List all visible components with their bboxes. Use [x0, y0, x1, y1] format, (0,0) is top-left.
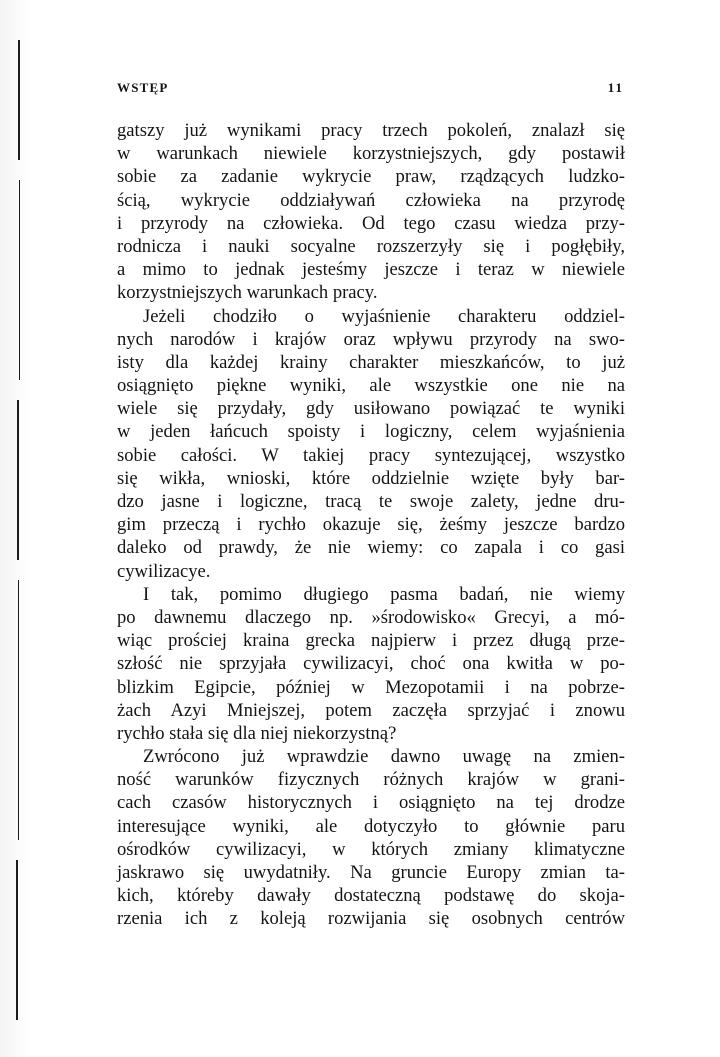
text-line: ność warunków fizycznych różnych krajów w grani-	[117, 769, 625, 791]
text-line: kich, któreby dawały dostateczną podstawę do skoja-	[117, 885, 625, 907]
text-line: dzo jasne i logiczne, tracą te swoje zalety, jedne dru-	[117, 491, 625, 512]
text-line: daleko od prawdy, że nie wiemy: co zapala i co gasi	[117, 537, 625, 559]
text-line: rzenia ich z koleją rozwijania się osobnych centrów	[117, 908, 625, 930]
book-binding-edge	[0, 0, 30, 1057]
text-line: osiągnięto piękne wyniki, ale wszystkie one nie na	[117, 375, 625, 397]
text-line: blizkim Egipcie, później w Mezopotamii i na pobrze-	[117, 676, 625, 698]
binding-shadow-line	[18, 40, 20, 160]
text-line: cach czasów historycznych i osiągnięto na tej drodze	[117, 792, 625, 814]
text-line: po dawnemu dlaczego np. »środowisko« Grecyi, a mó-	[117, 606, 625, 628]
text-line: w jeden łańcuch spoisty i logiczny, celem wyjaśnienia	[117, 421, 625, 443]
text-line: korzystniejszych warunkach pracy.	[117, 282, 378, 304]
body-text	[117, 119, 625, 931]
binding-shadow-line	[18, 580, 19, 840]
text-line: żach Azyi Mniejszej, potem zaczęła sprzyjać i znowu	[117, 699, 625, 721]
text-line: gim przeczą i rychło okazuje się, żeśmy jeszcze bardzo	[117, 514, 625, 536]
text-line: i przyrody na człowieka. Od tego czasu wiedza przy-	[117, 212, 625, 234]
text-line: jaskrawo się uwydatniły. Na gruncie Europy zmian ta-	[117, 862, 625, 883]
text-line: rodnicza i nauki socyalne rozszerzyły się i pogłębiły,	[117, 235, 625, 257]
page-header	[117, 80, 624, 100]
text-line: wiąc prościej kraina grecka najpierw i przez długą prze-	[117, 630, 625, 652]
text-line: sobie za zadanie wykrycie praw, rządzących ludzko-	[117, 166, 625, 188]
text-line: interesujące wyniki, ale dotyczyło to głównie paru	[117, 815, 625, 837]
text-line: a mimo to jednak jesteśmy jeszcze i teraz w niewiele	[117, 259, 625, 281]
text-line: w warunkach niewiele korzystniejszych, gdy postawił	[117, 143, 625, 165]
text-line: gatszy już wynikami pracy trzech pokoleń, znalazł się	[117, 120, 625, 141]
text-line: ścią, wykrycie oddziaływań człowieka na przyrodę	[117, 189, 625, 211]
text-line: rychło stała się dla niej niekorzystną?	[117, 722, 397, 744]
binding-shadow-line	[19, 180, 20, 380]
text-line: isty dla każdej krainy charakter mieszkańców, to już	[117, 351, 625, 373]
text-line: nych narodów i krajów oraz wpływu przyrody na swo-	[117, 328, 625, 350]
text-line: wiele się przydały, gdy usiłowano powiązać te wyniki	[117, 398, 625, 420]
binding-shadow-line	[16, 860, 18, 1020]
text-line: cywilizacye.	[117, 560, 211, 582]
binding-shadow-line	[17, 400, 19, 560]
text-line: sobie całości. W takiej pracy syntezującej, wszystko	[117, 444, 625, 466]
text-line: Zwrócono już wprawdzie dawno uwagę na zmien-	[143, 746, 625, 768]
text-line: Jeżeli chodziło o wyjaśnienie charakteru oddziel-	[143, 305, 625, 327]
text-line: I tak, pomimo długiego pasma badań, nie wiemy	[143, 583, 625, 605]
text-line: się wikła, wnioski, które oddzielnie wzięte były bar-	[117, 467, 625, 489]
running-head: WSTĘP	[117, 80, 169, 95]
text-line: ośrodków cywilizacyi, w których zmiany klimatyczne	[117, 838, 625, 860]
text-line: szłość nie sprzyjała cywilizacyi, choć ona kwitła w po-	[117, 653, 625, 675]
page-number: 11	[607, 80, 624, 95]
